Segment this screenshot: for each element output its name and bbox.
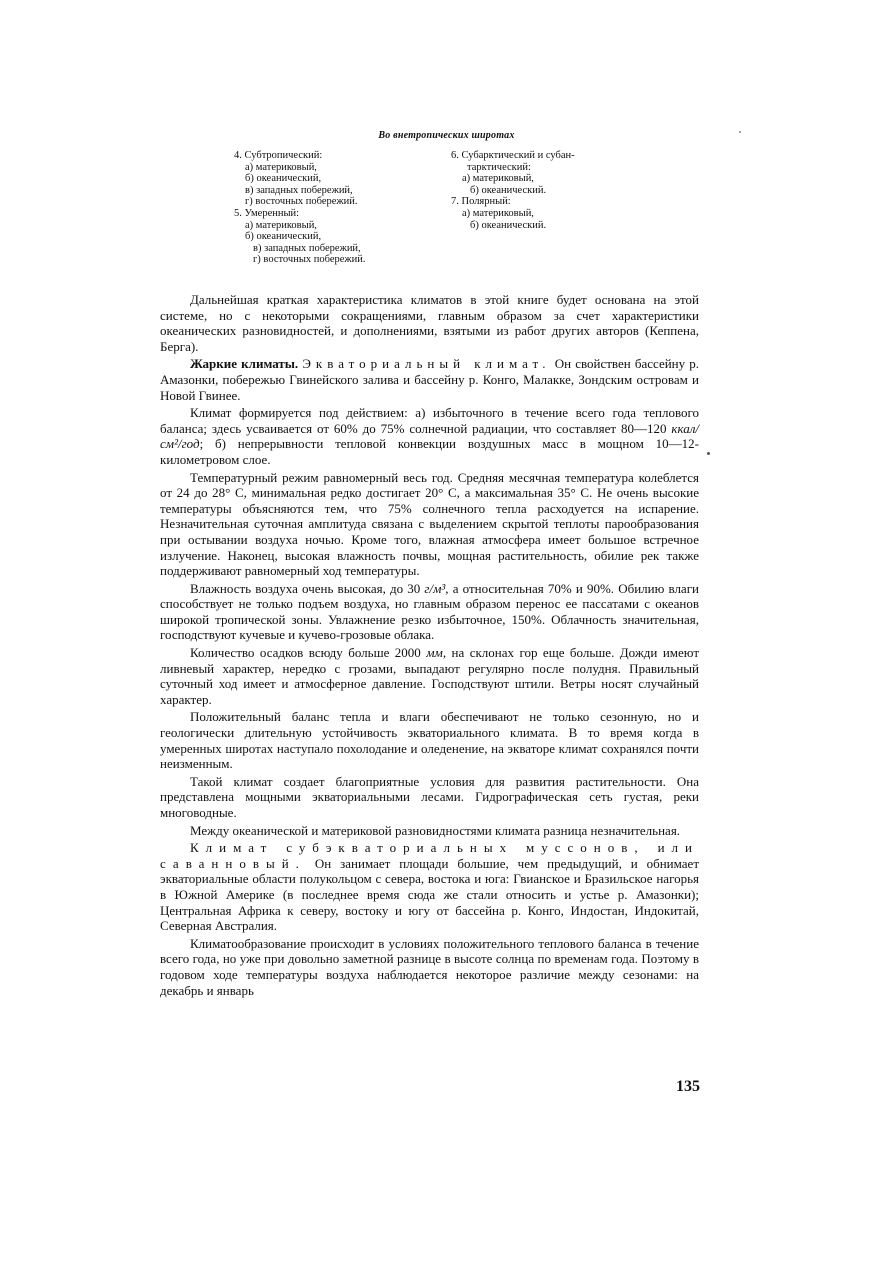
paragraph-intro: Дальнейшая краткая характеристика климатов в этой книге будет основана на этой системе, но с некоторыми сокращениями, главным образом за счет характеристики океанических разновидностей, и дополнениями, взятыми из работ других авторов (Кеппена, Берга). — [160, 292, 699, 354]
text-span: Количество осадков всюду больше 2000 — [190, 645, 427, 661]
classification-list-item: в) западных побережий, — [253, 242, 361, 254]
paragraph-humidity — [160, 581, 699, 643]
classification-list-item: г) восточных побережий. — [253, 254, 366, 266]
unit-text: ккал/см²/год — [160, 420, 699, 452]
text-span: Влажность воздуха очень высокая, до 30 — [190, 580, 425, 596]
unit-text: г/м³ — [424, 580, 446, 596]
classification-list-item: г) восточных побережий. — [245, 196, 358, 208]
subsection-title-subequatorial: Климат субэкваториальных муссонов, или саванновый. — [160, 840, 699, 871]
climate-classification-right-column — [451, 150, 651, 231]
classification-list-item: 4. Субтропический: — [234, 150, 323, 161]
paragraph-subequatorial — [160, 840, 699, 934]
paragraph-precipitation — [160, 645, 699, 707]
paragraph-formation — [160, 405, 699, 467]
text-span: , на склонах гор еще больше. Дожди имеют ливневый характер, нередко с грозами, выпадают регулярно после полудня. Правильный суточный ход имеет и атмосферное давление. Господствуют штили. Ветры носят случайный характер. — [160, 645, 699, 707]
climate-classification-left-column — [234, 150, 434, 266]
text-span: , а относительная 70% и 90%. Обилию влаги способствует не только подъем воздуха, но главным образом перенос ее пассатами с океанов широкой тропической зоны. Увлажнение резко избыточное, 150%. Облачность значительная, господствуют кучевые и кучево-грозовые облака. — [160, 580, 699, 643]
classification-list-item: а) материковый, — [462, 173, 534, 185]
section-heading-hot-climates: Жаркие климаты. — [190, 356, 299, 372]
text-span: Климат формируется под действием: а) избыточного в течение всего года теплового баланса; здесь усваивается от 60% до 75% солнечной радиации, что составляет 80—120 — [160, 405, 699, 436]
unit-text: мм — [426, 645, 443, 661]
subsection-title-equatorial: Экваториальный климат. — [302, 356, 551, 372]
classification-list-item: б) океанический, — [245, 231, 322, 243]
classification-list-item: 7. Полярный: — [451, 196, 511, 208]
paragraph-stability: Положительный баланс тепла и влаги обеспечивают не только сезонную, но и геологически длительную устойчивость экваториального климата. В то время когда в умеренных широтах наступало похолодание и оледенение, на экваторе климат сохранялся почти неизменным. — [160, 709, 699, 772]
classification-list-item: в) западных побережий, — [245, 184, 353, 196]
main-text — [160, 292, 699, 998]
classification-list-item: б) океанический. — [470, 219, 547, 231]
classification-list-item: тарктический: — [467, 161, 531, 173]
paragraph-vegetation: Такой климат создает благоприятные условия для развития растительности. Она представлена мощными экваториальными лесами. Гидрографическая сеть густая, реки многоводные. — [160, 773, 699, 820]
classification-list-item: 6. Субарктический и субан- — [451, 150, 575, 161]
paragraph-varieties: Между океанической и материковой разновидностями климата разница незначительная. — [190, 822, 681, 838]
classification-list-item: а) материковый, — [245, 219, 317, 231]
paragraph-equatorial-text: Он свойствен бассейну р. Амазонки, побережью Гвинейского залива и бассейну р. Конго, Малакке, Зондским островам и Новой Гвинее. — [160, 356, 700, 403]
paragraph-equatorial-climate — [160, 356, 699, 403]
text-span: ; б) непрерывности тепловой конвекции воздушных масс в мощном 10—12-километровом слое. — [160, 436, 699, 467]
page-number: 135 — [676, 1078, 700, 1095]
scan-speck — [739, 131, 741, 133]
running-header: Во внетропических широтах — [378, 130, 515, 141]
paragraph-climate-formation: Климатообразование происходит в условиях положительного теплового баланса в течение всего года, но уже при довольно заметной разнице в высоте солнца по временам года. Поэтому в годовом ходе температуры воздуха наблюдается некоторое различие между сезонами: на декабрь и январь — [160, 935, 699, 998]
classification-list-item: а) материковый, — [245, 161, 317, 173]
scan-speck — [707, 452, 710, 455]
classification-list-item: б) океанический, — [245, 173, 322, 185]
paragraph-temperature: Температурный режим равномерный весь год. Средняя месячная температура колеблется от 24 до 28° С, минимальная редко достигает 20° С, а максимальная 35° С. Не очень высокие температуры объясняются тем, что 75% солнечного тепла расходуется на испарение. Незначительная суточная амплитуда связана с выделением скрытой теплоты парообразования при остывании воздуха ночью. Кроме того, влажная атмосфера имеет большое встречное излучение. Наконец, высокая влажность почвы, мощная растительность, обилие рек также поддерживают равномерный ход температуры. — [160, 469, 699, 579]
paragraph-subequatorial-text: Он занимает площади большие, чем предыдущий, и обнимает экваториальные области полукольцом с севера, востока и юга: Гвианское и Бразильское нагорья в Южной Америке (в последнее время сюда же стали относить и устье р. Амазонки); Центральная Африка к северу, востоку и югу от бассейна р. Конго, Индостан, Индокитай, Северная Австралия. — [160, 855, 699, 934]
classification-list-item: б) океанический. — [470, 184, 547, 196]
classification-list-item: 5. Умеренный: — [234, 207, 300, 219]
classification-list-item: а) материковый, — [462, 207, 534, 219]
